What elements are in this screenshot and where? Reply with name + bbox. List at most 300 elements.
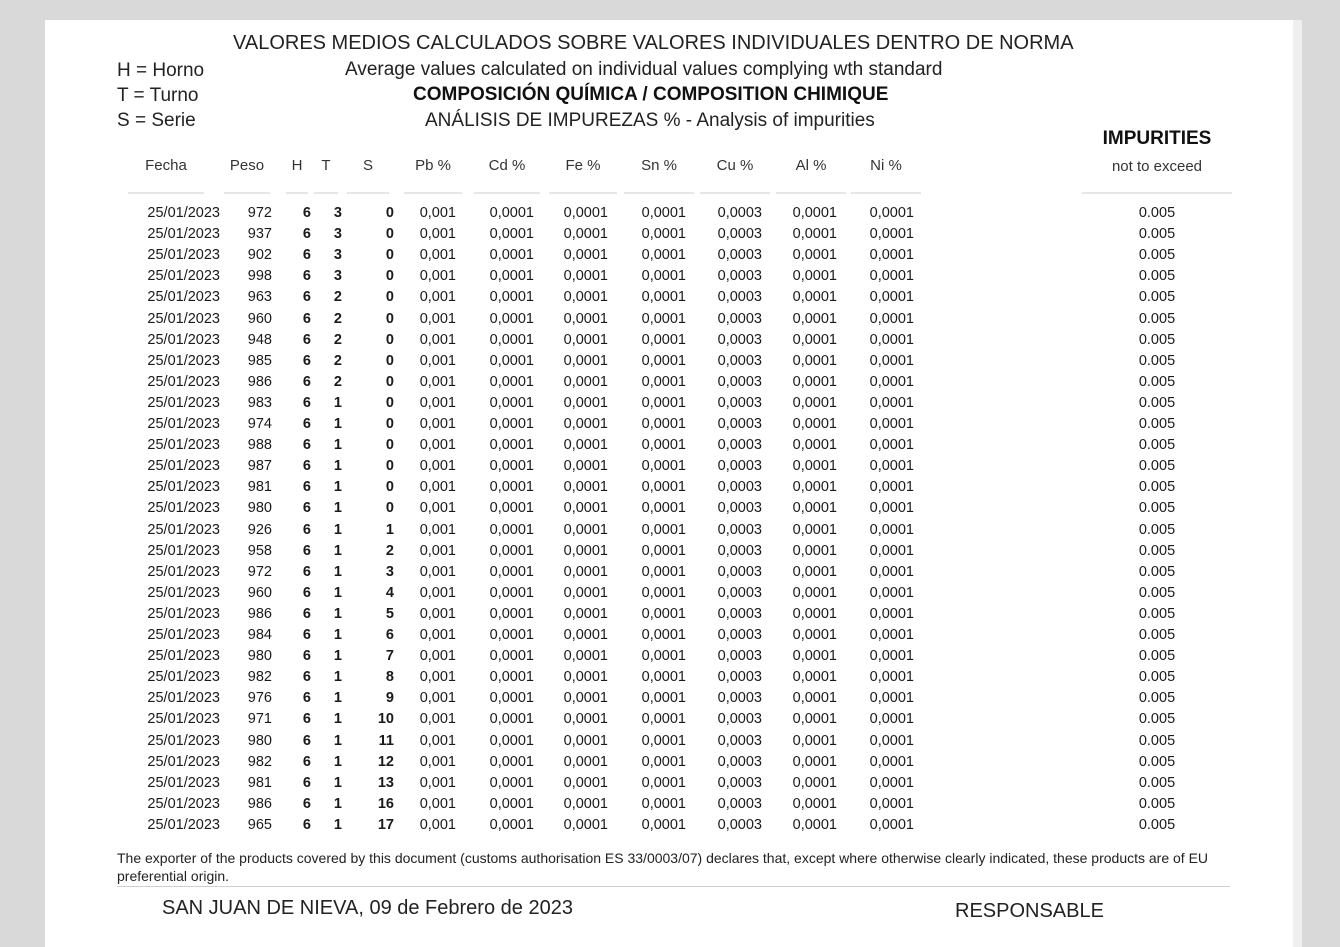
table-cell: 0,0001 [792, 774, 837, 791]
table-cell: 0,0001 [641, 563, 686, 580]
table-cell: 0,0001 [869, 774, 914, 791]
table-cell: 0,001 [419, 479, 456, 496]
page-edge [1293, 20, 1302, 947]
table-cell: 0,0003 [717, 373, 762, 390]
table-cell: 0,0001 [489, 310, 534, 327]
table-cell: 0,0001 [792, 711, 837, 728]
table-cell: 0,0001 [641, 690, 686, 707]
table-cell: 0,0003 [717, 774, 762, 791]
table-cell: 0,001 [419, 268, 456, 285]
table-cell: 0,0001 [869, 711, 914, 728]
table-cell: 986 [247, 605, 272, 622]
table-cell: 0 [385, 310, 394, 327]
table-cell: 988 [247, 437, 272, 454]
table-cell: 1 [333, 479, 342, 496]
table-cell: 0,0001 [489, 226, 534, 243]
table-cell: 0,0001 [792, 732, 837, 749]
table-cell: 0,0001 [869, 437, 914, 454]
column-header: Fecha [145, 157, 187, 174]
table-cell: 902 [247, 247, 272, 264]
place-date: SAN JUAN DE NIEVA, 09 de Febrero de 2023 [162, 897, 573, 919]
table-cell: 0,0001 [792, 753, 837, 770]
table-cell: 0.005 [1138, 310, 1176, 327]
table-cell: 0.005 [1138, 437, 1176, 454]
table-cell: 25/01/2023 [147, 289, 220, 306]
table-cell: 6 [302, 205, 311, 221]
table-cell: 0,0001 [563, 584, 608, 601]
table-cell: 0,001 [419, 247, 456, 264]
table-cell: 0,0001 [563, 690, 608, 707]
table-cell: 0,001 [419, 394, 456, 411]
table-cell: 0 [385, 268, 394, 285]
table-cell: 960 [247, 310, 272, 327]
column-header: Al % [795, 157, 827, 174]
table-cell: 0,0001 [792, 205, 837, 221]
table-cell: 25/01/2023 [147, 247, 220, 264]
table-cell: 0,0001 [563, 753, 608, 770]
table-cell: 25/01/2023 [147, 205, 220, 221]
responsable-label: RESPONSABLE [955, 900, 1104, 922]
table-cell: 0,0003 [717, 289, 762, 306]
table-cell: 0,001 [419, 205, 456, 221]
table-cell: 0,0001 [563, 437, 608, 454]
table-cell: 0.005 [1138, 605, 1176, 622]
table-cell: 0.005 [1138, 247, 1176, 264]
origin-declaration: The exporter of the products covered by this document (customs authorisation ES 33/0003/07) declares that, except where otherwise clearly indicated, these products are of EU preferential origin. [117, 850, 1209, 884]
table-cell: 937 [247, 226, 272, 243]
legend-turno: T = Turno [117, 85, 199, 106]
title-es: VALORES MEDIOS CALCULADOS SOBRE VALORES INDIVIDUALES DENTRO DE NORMA [233, 32, 1074, 54]
table-cell: 0,001 [419, 563, 456, 580]
table-cell: 0,0001 [869, 331, 914, 348]
table-cell: 0.005 [1138, 711, 1176, 728]
table-cell: 0,001 [419, 711, 456, 728]
table-cell: 0,0001 [641, 605, 686, 622]
table-cell: 25/01/2023 [147, 627, 220, 643]
table-cell: 0,0001 [869, 627, 914, 643]
table-cell: 0,0001 [641, 394, 686, 411]
table-cell: 0,0001 [869, 605, 914, 622]
column-header-underline [474, 192, 540, 194]
analysis-title: ANÁLISIS DE IMPUREZAS % - Analysis of impurities [425, 110, 875, 131]
column-header: Pb % [415, 157, 451, 174]
column-header-underline [624, 192, 694, 194]
table-cell: 0 [385, 331, 394, 348]
table-cell: 0.005 [1138, 373, 1176, 390]
column-header-underline [314, 192, 338, 194]
table-cell: 0,001 [419, 500, 456, 517]
table-cell: 0,001 [419, 458, 456, 475]
table-cell: 17 [377, 816, 394, 833]
table-cell: 1 [333, 563, 342, 580]
table-cell: 6 [302, 816, 311, 833]
table-cell: 0,0001 [869, 816, 914, 833]
column-header-underline [404, 192, 462, 194]
table-cell: 0.005 [1138, 732, 1176, 749]
table-cell: 0,0001 [792, 437, 837, 454]
table-cell: 1 [333, 605, 342, 622]
table-cell: 6 [302, 373, 311, 390]
table-cell: 0,0001 [489, 669, 534, 686]
table-cell: 0,0001 [641, 584, 686, 601]
table-cell: 0,0001 [792, 627, 837, 643]
column-header: H [291, 157, 303, 174]
table-cell: 0,0001 [641, 627, 686, 643]
table-cell: 0,0001 [869, 542, 914, 559]
table-cell: 0,0003 [717, 753, 762, 770]
table-cell: 0,001 [419, 226, 456, 243]
table-cell: 16 [377, 795, 394, 812]
table-cell: 0.005 [1138, 648, 1176, 665]
table-cell: 0,0001 [563, 416, 608, 432]
table-cell: 1 [333, 774, 342, 791]
table-cell: 984 [247, 627, 272, 643]
table-cell: 6 [302, 437, 311, 454]
table-cell: 1 [385, 521, 394, 538]
table-cell: 0,0001 [563, 648, 608, 665]
table-cell: 0,0001 [563, 732, 608, 749]
table-cell: 0,001 [419, 669, 456, 686]
column-header-underline [549, 192, 617, 194]
table-cell: 0 [385, 394, 394, 411]
table-cell: 0,001 [419, 774, 456, 791]
table-cell: 0,0001 [563, 458, 608, 475]
table-cell: 6 [302, 310, 311, 327]
table-cell: 987 [247, 458, 272, 475]
table-cell: 0,0001 [641, 753, 686, 770]
table-cell: 6 [302, 331, 311, 348]
table-cell: 0.005 [1138, 542, 1176, 559]
table-cell: 0,0003 [717, 226, 762, 243]
column-header-underline [347, 192, 389, 194]
table-cell: 2 [385, 542, 394, 559]
table-cell: 0,001 [419, 605, 456, 622]
table-cell: 3 [385, 563, 394, 580]
table-cell: 980 [247, 648, 272, 665]
table-cell: 926 [247, 521, 272, 538]
table-cell: 6 [302, 795, 311, 812]
table-cell: 0,0001 [792, 816, 837, 833]
table-cell: 0,0001 [869, 310, 914, 327]
table-cell: 0 [385, 352, 394, 369]
table-cell: 0,0001 [869, 247, 914, 264]
table-cell: 0.005 [1138, 394, 1176, 411]
impurities-title: IMPURITIES [1102, 128, 1212, 149]
table-cell: 0,0003 [717, 437, 762, 454]
table-cell: 0,0001 [641, 310, 686, 327]
table-cell: 0,0001 [792, 795, 837, 812]
table-cell: 6 [302, 542, 311, 559]
table-cell: 0,001 [419, 753, 456, 770]
table-cell: 0.005 [1138, 416, 1176, 432]
table-cell: 3 [333, 268, 342, 285]
table-cell: 0,0001 [869, 205, 914, 221]
table-cell: 0,0001 [563, 352, 608, 369]
table-cell: 25/01/2023 [147, 774, 220, 791]
table-cell: 1 [333, 500, 342, 517]
table-cell: 0,0003 [717, 479, 762, 496]
table-cell: 25/01/2023 [147, 563, 220, 580]
table-cell: 6 [302, 753, 311, 770]
table-cell: 971 [247, 711, 272, 728]
table-cell: 6 [302, 669, 311, 686]
table-cell: 0,0001 [792, 648, 837, 665]
table-cell: 6 [302, 521, 311, 538]
table-cell: 0,0003 [717, 816, 762, 833]
table-cell: 0,0001 [641, 331, 686, 348]
table-cell: 0 [385, 247, 394, 264]
table-cell: 0,0001 [869, 289, 914, 306]
table-cell: 0,0001 [489, 331, 534, 348]
table-cell: 1 [333, 753, 342, 770]
table-cell: 983 [247, 394, 272, 411]
table-cell: 0.005 [1138, 289, 1176, 306]
table-cell: 6 [302, 289, 311, 306]
table-cell: 0,0001 [869, 690, 914, 707]
table-cell: 0,0003 [717, 584, 762, 601]
table-cell: 0,0001 [489, 352, 534, 369]
table-cell: 0,0001 [489, 437, 534, 454]
table-cell: 0,0003 [717, 605, 762, 622]
table-cell: 0,0001 [869, 669, 914, 686]
table-cell: 0 [385, 373, 394, 390]
table-cell: 0,0001 [563, 816, 608, 833]
table-cell: 0,0001 [641, 268, 686, 285]
table-cell: 0,0001 [641, 500, 686, 517]
table-cell: 0,0001 [869, 479, 914, 496]
table-cell: 1 [333, 795, 342, 812]
column-header: Sn % [641, 157, 677, 174]
table-cell: 0,0003 [717, 500, 762, 517]
column-header-underline [851, 192, 921, 194]
table-cell: 0,001 [419, 584, 456, 601]
table-cell: 25/01/2023 [147, 394, 220, 411]
table-cell: 0,0001 [641, 247, 686, 264]
table-cell: 25/01/2023 [147, 458, 220, 475]
table-cell: 0,0003 [717, 795, 762, 812]
table-cell: 0,001 [419, 289, 456, 306]
table-cell: 0,0001 [869, 352, 914, 369]
table-cell: 1 [333, 690, 342, 707]
table-cell: 0,0001 [563, 247, 608, 264]
column-header: Peso [229, 157, 265, 174]
table-cell: 0,0003 [717, 627, 762, 643]
table-cell: 25/01/2023 [147, 416, 220, 432]
table-cell: 0.005 [1138, 268, 1176, 285]
table-cell: 0,0001 [792, 479, 837, 496]
table-cell: 10 [377, 711, 394, 728]
table-cell: 0.005 [1138, 816, 1176, 833]
table-cell: 948 [247, 331, 272, 348]
table-cell: 0,0001 [563, 669, 608, 686]
table-cell: 0,0001 [869, 394, 914, 411]
table-cell: 0,0001 [563, 394, 608, 411]
table-cell: 6 [385, 627, 394, 643]
table-cell: 0,0001 [489, 648, 534, 665]
table-cell: 0,0003 [717, 563, 762, 580]
table-cell: 0,0001 [563, 205, 608, 221]
table-cell: 6 [302, 732, 311, 749]
table-cell: 0,0001 [641, 416, 686, 432]
table-cell: 0,0001 [792, 669, 837, 686]
column-header: Ni % [870, 157, 902, 174]
table-cell: 0,0001 [563, 563, 608, 580]
table-cell: 1 [333, 416, 342, 432]
table-cell: 0,0003 [717, 310, 762, 327]
table-cell: 0,0001 [489, 479, 534, 496]
table-cell: 1 [333, 648, 342, 665]
table-cell: 972 [247, 205, 272, 221]
table-cell: 0,0001 [792, 352, 837, 369]
table-cell: 0,0001 [869, 226, 914, 243]
table-cell: 25/01/2023 [147, 437, 220, 454]
table-cell: 25/01/2023 [147, 352, 220, 369]
table-cell: 0,001 [419, 627, 456, 643]
table-cell: 0,0001 [489, 774, 534, 791]
table-cell: 0.005 [1138, 479, 1176, 496]
table-cell: 982 [247, 753, 272, 770]
table-cell: 998 [247, 268, 272, 285]
table-cell: 0,0001 [489, 500, 534, 517]
table-cell: 974 [247, 416, 272, 432]
table-cell: 3 [333, 247, 342, 264]
table-cell: 0,0001 [792, 310, 837, 327]
table-cell: 6 [302, 268, 311, 285]
table-cell: 0.005 [1138, 774, 1176, 791]
table-cell: 6 [302, 247, 311, 264]
column-header-underline [776, 192, 846, 194]
table-cell: 0,001 [419, 373, 456, 390]
table-cell: 6 [302, 584, 311, 601]
table-cell: 0,0003 [717, 331, 762, 348]
footer-divider [117, 886, 1230, 887]
table-cell: 6 [302, 774, 311, 791]
table-cell: 0,0001 [792, 605, 837, 622]
table-cell: 0,001 [419, 542, 456, 559]
table-cell: 0 [385, 479, 394, 496]
table-cell: 0,0001 [641, 226, 686, 243]
table-cell: 0,0001 [792, 500, 837, 517]
table-cell: 0,0001 [563, 521, 608, 538]
table-cell: 0,0001 [563, 373, 608, 390]
table-cell: 2 [333, 310, 342, 327]
table-cell: 0,0001 [792, 289, 837, 306]
table-cell: 0,0001 [792, 458, 837, 475]
table-cell: 0,0001 [869, 648, 914, 665]
table-cell: 0,0001 [869, 268, 914, 285]
column-header: Cu % [716, 157, 754, 174]
table-cell: 963 [247, 289, 272, 306]
table-cell: 0,0001 [489, 373, 534, 390]
table-cell: 0,0003 [717, 352, 762, 369]
impurities-header-underline [1082, 192, 1232, 194]
table-cell: 0,001 [419, 648, 456, 665]
table-cell: 13 [377, 774, 394, 791]
table-cell: 0,0001 [869, 563, 914, 580]
column-header-underline [128, 192, 204, 194]
table-cell: 0,001 [419, 416, 456, 432]
table-cell: 981 [247, 774, 272, 791]
table-cell: 0,0003 [717, 711, 762, 728]
table-cell: 0,0001 [641, 648, 686, 665]
table-cell: 0,0001 [641, 458, 686, 475]
table-cell: 6 [302, 563, 311, 580]
table-cell: 25/01/2023 [147, 331, 220, 348]
table-cell: 0,001 [419, 352, 456, 369]
table-cell: 980 [247, 732, 272, 749]
table-cell: 0,0001 [563, 605, 608, 622]
table-cell: 0.005 [1138, 458, 1176, 475]
table-cell: 0,0001 [641, 732, 686, 749]
table-cell: 2 [333, 352, 342, 369]
table-cell: 6 [302, 416, 311, 432]
table-cell: 0,0001 [563, 795, 608, 812]
table-cell: 0,0001 [869, 416, 914, 432]
table-cell: 0,0001 [563, 226, 608, 243]
table-cell: 9 [385, 690, 394, 707]
table-cell: 6 [302, 605, 311, 622]
table-cell: 1 [333, 458, 342, 475]
table-cell: 6 [302, 500, 311, 517]
table-cell: 0,0003 [717, 268, 762, 285]
table-cell: 0,0001 [563, 289, 608, 306]
table-cell: 0,0001 [489, 205, 534, 221]
table-cell: 986 [247, 373, 272, 390]
table-cell: 0,001 [419, 795, 456, 812]
table-cell: 0,0003 [717, 247, 762, 264]
table-cell: 0 [385, 289, 394, 306]
column-header: Fe % [565, 157, 601, 174]
table-cell: 0,0001 [489, 816, 534, 833]
table-cell: 0,0001 [792, 331, 837, 348]
table-cell: 0,0001 [869, 373, 914, 390]
table-cell: 0,0001 [563, 479, 608, 496]
legend-horno: H = Horno [117, 60, 205, 81]
table-cell: 0 [385, 226, 394, 243]
column-header: T [321, 157, 331, 174]
table-cell: 972 [247, 563, 272, 580]
table-cell: 0,0001 [641, 205, 686, 221]
table-cell: 0,0003 [717, 732, 762, 749]
table-cell: 3 [333, 226, 342, 243]
impurities-subtitle: not to exceed [1111, 158, 1203, 175]
table-cell: 0,0003 [717, 690, 762, 707]
table-cell: 0,0001 [489, 458, 534, 475]
table-cell: 0,0001 [792, 247, 837, 264]
table-cell: 0,0003 [717, 521, 762, 538]
table-cell: 981 [247, 479, 272, 496]
table-cell: 0.005 [1138, 563, 1176, 580]
column-header-underline [224, 192, 270, 194]
table-cell: 0,0001 [641, 816, 686, 833]
table-cell: 25/01/2023 [147, 711, 220, 728]
table-cell: 2 [333, 289, 342, 306]
table-cell: 1 [333, 542, 342, 559]
table-cell: 0,0001 [489, 521, 534, 538]
table-cell: 0,0001 [792, 416, 837, 432]
table-cell: 0,001 [419, 521, 456, 538]
table-cell: 25/01/2023 [147, 500, 220, 517]
table-cell: 0,0001 [792, 542, 837, 559]
table-cell: 25/01/2023 [147, 226, 220, 243]
table-cell: 0,0001 [641, 437, 686, 454]
table-cell: 25/01/2023 [147, 479, 220, 496]
table-cell: 0,0001 [563, 774, 608, 791]
table-cell: 985 [247, 352, 272, 369]
table-cell: 0,0001 [641, 711, 686, 728]
composition-title: COMPOSICIÓN QUÍMICA / COMPOSITION CHIMIQUE [413, 84, 889, 105]
table-cell: 0,0003 [717, 394, 762, 411]
